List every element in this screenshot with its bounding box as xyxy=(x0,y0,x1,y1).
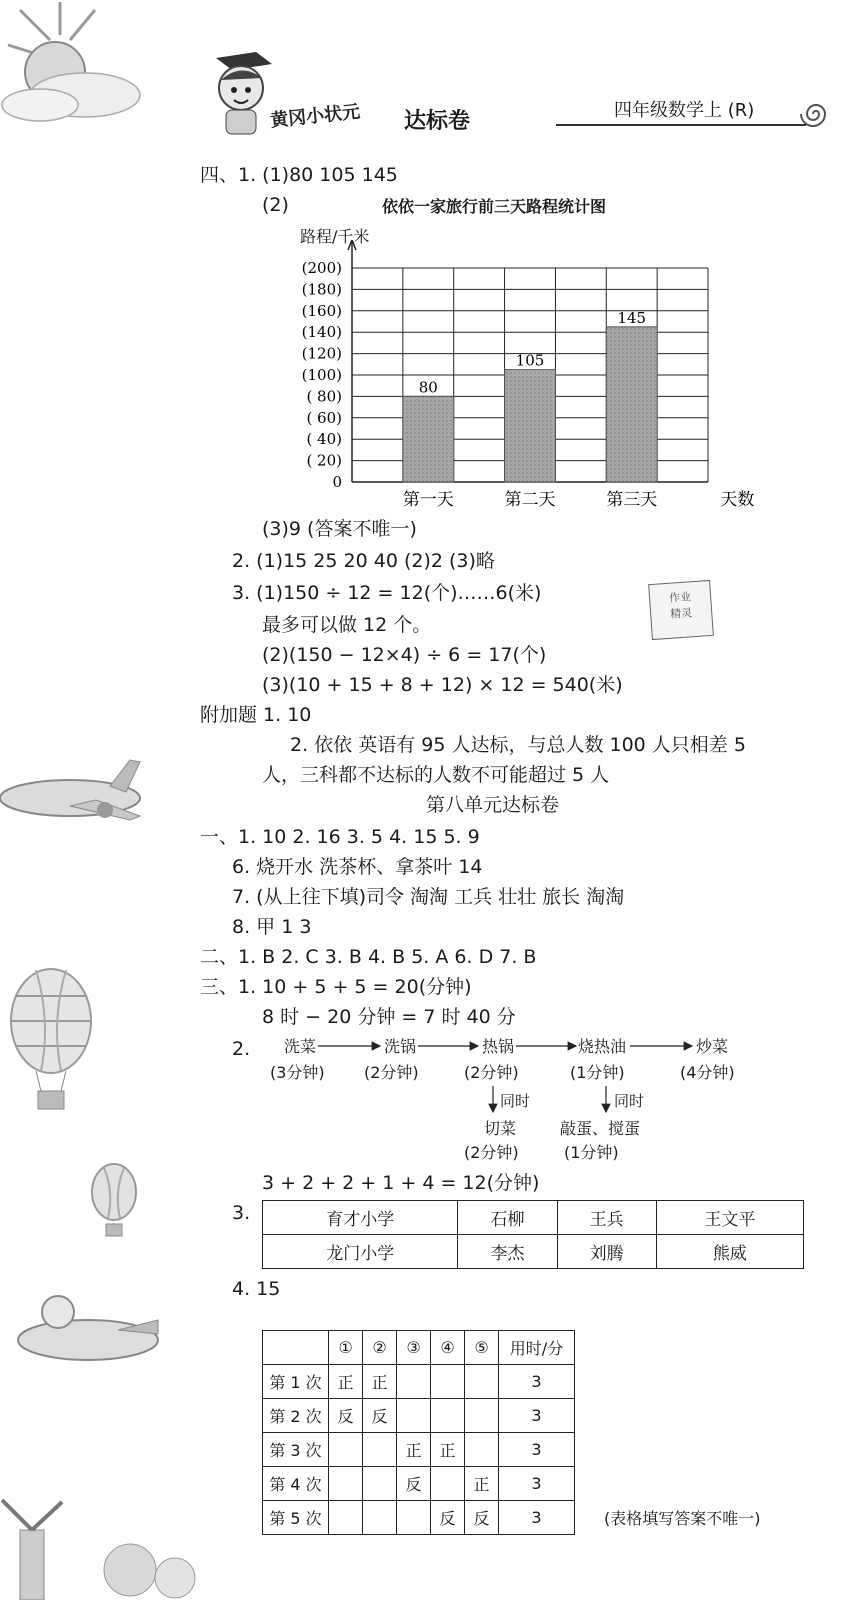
y-tick-label: (200) xyxy=(301,259,342,277)
table-cell: 正 xyxy=(363,1365,397,1399)
table-cell: 李杰 xyxy=(458,1235,557,1269)
coin-flip-table xyxy=(262,1330,575,1535)
table-cell xyxy=(329,1433,363,1467)
table-cell xyxy=(363,1501,397,1535)
flow-sub-step: 切菜 xyxy=(484,1119,517,1138)
answer-line: (3)(10 + 15 + 8 + 12) × 12 = 540(米) xyxy=(262,674,623,696)
header-rule xyxy=(556,124,806,126)
answer-line: 二、1. B 2. C 3. B 4. B 5. A 6. D 7. B xyxy=(200,946,537,968)
bar xyxy=(403,396,454,482)
flow-step: 炒菜 xyxy=(696,1037,729,1056)
answer-line: 2. 依依 英语有 95 人达标，与总人数 100 人只相差 5 xyxy=(290,734,746,756)
flow-sub-step: 敲蛋、搅蛋 xyxy=(560,1119,641,1138)
table-cell: 3 xyxy=(499,1399,575,1433)
bar xyxy=(505,370,556,482)
answer-line: 最多可以做 12 个。 xyxy=(262,614,432,636)
flow-time: (3分钟) xyxy=(270,1063,325,1082)
table-cell xyxy=(465,1365,499,1399)
bar xyxy=(606,327,657,482)
bar-chart xyxy=(290,240,770,515)
flow-step: 热锅 xyxy=(482,1037,515,1056)
flow-step: 洗菜 xyxy=(284,1037,317,1056)
table-cell xyxy=(397,1399,431,1433)
airplane-decoration xyxy=(0,758,170,838)
table-cell: 正 xyxy=(397,1433,431,1467)
answer-line: 附加题 1. 10 xyxy=(200,704,312,726)
y-tick-label: (120) xyxy=(301,344,342,363)
bar-value-label: 80 xyxy=(418,378,438,397)
table-cell: 反 xyxy=(431,1501,465,1535)
table-cell: 正 xyxy=(465,1467,499,1501)
flow-sub-time: (1分钟) xyxy=(564,1143,619,1162)
table-cell: 3 xyxy=(499,1467,575,1501)
y-tick-label: (160) xyxy=(301,301,342,320)
table-cell: 第 4 次 xyxy=(263,1467,329,1501)
x-axis-label: 天数 xyxy=(720,490,755,510)
table-cell xyxy=(465,1399,499,1433)
answer-line: 6. 烧开水 洗茶杯、拿茶叶 14 xyxy=(232,856,483,878)
answer-line: 4. 15 xyxy=(232,1278,281,1300)
school-table xyxy=(262,1200,804,1269)
flow-step: 洗锅 xyxy=(384,1037,417,1056)
brand-name: 黄冈小状元 xyxy=(269,101,362,132)
table-cell: 龙门小学 xyxy=(263,1235,458,1269)
table-cell xyxy=(465,1433,499,1467)
table-cell xyxy=(363,1467,397,1501)
table-cell: 正 xyxy=(431,1433,465,1467)
table-cell: 反 xyxy=(363,1399,397,1433)
table-cell xyxy=(397,1365,431,1399)
footnote: (表格填写答案不唯一) xyxy=(604,1509,761,1528)
flow-time: (1分钟) xyxy=(570,1063,625,1082)
y-tick-label: ( 20) xyxy=(306,451,342,470)
section-heading: 第八单元达标卷 xyxy=(426,794,560,816)
answer-line: (2) xyxy=(262,194,289,216)
table-row xyxy=(263,1501,575,1535)
table-cell: 第 2 次 xyxy=(263,1399,329,1433)
answer-line: 3. xyxy=(232,1202,251,1224)
stamp-line: 精灵 xyxy=(669,606,693,621)
table-cell: 正 xyxy=(329,1365,363,1399)
table-header-cell: ① xyxy=(329,1331,363,1365)
x-category-label: 第二天 xyxy=(504,490,556,510)
table-row xyxy=(263,1365,575,1399)
answer-line: 四、1. (1)80 105 145 xyxy=(200,164,398,186)
y-tick-label: (180) xyxy=(301,280,342,299)
table-cell xyxy=(329,1467,363,1501)
table-cell: 反 xyxy=(465,1501,499,1535)
table-cell: 熊威 xyxy=(656,1235,803,1269)
sun-cloud-decoration xyxy=(0,0,150,130)
answer-line: 8. 甲 1 3 xyxy=(232,916,312,938)
answer-line: (3)9 (答案不唯一) xyxy=(262,518,417,540)
x-category-label: 第三天 xyxy=(606,490,658,510)
answer-line: 3 + 2 + 2 + 1 + 4 = 12(分钟) xyxy=(262,1172,540,1194)
answer-line: 7. (从上往下填)司令 淘淘 工兵 壮壮 旅长 淘淘 xyxy=(232,886,625,908)
table-cell: 石柳 xyxy=(458,1201,557,1235)
table-header-cell: ④ xyxy=(431,1331,465,1365)
answer-line: 人，三科都不达标的人数不可能超过 5 人 xyxy=(262,764,610,786)
table-cell xyxy=(431,1399,465,1433)
table-cell xyxy=(329,1501,363,1535)
table-cell: 反 xyxy=(329,1399,363,1433)
table-cell: 第 1 次 xyxy=(263,1365,329,1399)
cooking-flow-diagram xyxy=(260,1034,780,1164)
y-tick-label: ( 80) xyxy=(306,387,342,406)
table-header-cell: ⑤ xyxy=(465,1331,499,1365)
table-cell: 第 5 次 xyxy=(263,1501,329,1535)
flow-sub-time: (2分钟) xyxy=(464,1143,519,1162)
table-row xyxy=(263,1399,575,1433)
hot-air-balloon-small-decoration xyxy=(84,1162,144,1252)
chart-title: 依依一家旅行前三天路程统计图 xyxy=(382,197,607,216)
table-cell xyxy=(431,1365,465,1399)
bar-value-label: 145 xyxy=(617,308,647,327)
answer-line: 一、1. 10 2. 16 3. 5 4. 15 5. 9 xyxy=(200,826,480,848)
table-cell: 反 xyxy=(397,1467,431,1501)
table-cell: 王兵 xyxy=(557,1201,656,1235)
y-tick-label: 0 xyxy=(332,473,342,491)
table-cell: 刘腾 xyxy=(557,1235,656,1269)
table-header-cell: ② xyxy=(363,1331,397,1365)
table-cell: 3 xyxy=(499,1501,575,1535)
table-cell xyxy=(431,1467,465,1501)
table-cell xyxy=(363,1433,397,1467)
answer-line: (2)(150 − 12×4) ÷ 6 = 17(个) xyxy=(262,644,547,666)
table-header-cell: 用时/分 xyxy=(499,1331,575,1365)
y-tick-label: ( 60) xyxy=(306,408,342,427)
table-header-cell xyxy=(263,1331,329,1365)
answer-line: 2. xyxy=(232,1038,251,1060)
bar-value-label: 105 xyxy=(515,351,545,370)
answer-line: 2. (1)15 25 20 40 (2)2 (3)略 xyxy=(232,550,495,572)
parallel-label: 同时 xyxy=(614,1092,645,1110)
page-title: 达标卷 xyxy=(404,109,471,134)
flow-time: (2分钟) xyxy=(464,1063,519,1082)
answer-line: 三、1. 10 + 5 + 5 = 20(分钟) xyxy=(200,976,472,998)
y-tick-label: ( 40) xyxy=(306,430,342,449)
table-row xyxy=(263,1433,575,1467)
cartoon-plane-decoration xyxy=(8,1290,168,1380)
hot-air-balloon-large-decoration xyxy=(6,966,96,1116)
table-cell: 3 xyxy=(499,1365,575,1399)
table-cell: 3 xyxy=(499,1433,575,1467)
flow-time: (4分钟) xyxy=(680,1063,735,1082)
stamp xyxy=(648,580,714,640)
flow-time: (2分钟) xyxy=(364,1063,419,1082)
table-cell: 王文平 xyxy=(656,1201,803,1235)
answer-line: 3. (1)150 ÷ 12 = 12(个)……6(米) xyxy=(232,582,542,604)
table-row xyxy=(263,1467,575,1501)
flow-step: 烧热油 xyxy=(578,1037,627,1056)
table-header-cell: ③ xyxy=(397,1331,431,1365)
stamp-line: 作业 xyxy=(668,590,692,605)
x-category-label: 第一天 xyxy=(402,490,454,510)
parallel-label: 同时 xyxy=(500,1092,531,1110)
answer-line: 8 时 − 20 分钟 = 7 时 40 分 xyxy=(262,1006,516,1028)
y-tick-label: (140) xyxy=(301,323,342,342)
subject-label: 四年级数学上 (R) xyxy=(614,100,755,121)
y-tick-label: (100) xyxy=(301,366,342,384)
table-cell xyxy=(397,1501,431,1535)
table-cell: 第 3 次 xyxy=(263,1433,329,1467)
table-cell: 育才小学 xyxy=(263,1201,458,1235)
windmill-trees-decoration xyxy=(0,1490,200,1600)
swirl-icon xyxy=(796,94,836,134)
chart-ylabel: 路程/千米 xyxy=(300,227,370,246)
